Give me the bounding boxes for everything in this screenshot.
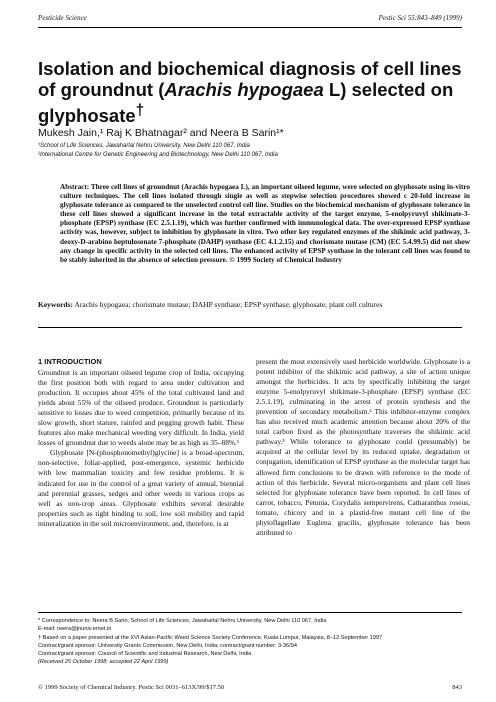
- footnote-rule: [38, 612, 462, 613]
- journal-name: Pesticide Science: [38, 14, 87, 22]
- title-species: Arachis hypogaea: [164, 79, 324, 100]
- title-footnote-mark: †: [135, 102, 145, 119]
- header-rule: [38, 27, 462, 28]
- affiliation-1: ¹School of Life Sciences, Jawaharlal Nehru University, New Delhi 110 067, India: [38, 143, 250, 149]
- abstract: Abstract: Three cell lines of groundnut (Arachis hypogaea L), an important oilseed legume, were selected on glyphosate using in-vitro culture techniques. The cell lines isolated through single as well as stepwise selection procedures showed c 20-fold increase in glyphosate tolerance as compared to the unselected control cell line. Studies on the biochemical mechanism of glyphosate tolerance in these cell lines showed a significant increase in the total extractable activity of the target enzyme, 5-enolpyruvyl shikimate-3-phosphate (EPSP) synthase (EC 2.5.1.19), which was further confirmed with immunological data. The over-expressed EPSP synthase activity was, however, subject to inhibition by glyphosate in vitro. Two other key regulated enzymes of the shikimic acid pathway, 3-deoxy-D-arabino heptulosonate 7-phosphate (DAHP) synthase (EC 4.1.2.15) and chorismate mutase (CM) (EC 5.4.99.5) did not show any change in specific activity in the selected cell lines. The enhanced activity of EPSP synthase in the tolerant cell lines was found to be stably inherited in the absence of selection pressure. © 1999 Society of Chemical Industry: [60, 183, 470, 264]
- page-footer: [38, 684, 462, 694]
- copyright-line: © 1999 Society of Chemical Industry. Pestic Sci 0031–613X/99/$17.50: [38, 684, 225, 691]
- page-number: 843: [452, 684, 462, 691]
- footnote-grant-2: Contract/grant sponsor: Council of Scientific and Industrial Research, New Delhi, India: [38, 651, 252, 658]
- article-title: [38, 58, 468, 126]
- footnote-grant-1: Contract/grant sponsor: University Grants Commission, New Delhi, India; contract/grant number: 3-36/94: [38, 642, 297, 649]
- keywords-text: Arachis hypogaea; chorismate mutase; DAHP synthase; EPSP synthase; glyphosate; plant cell cultures: [74, 300, 383, 309]
- footnote-conference: † Based on a paper presented at the XVI Asian-Pacific Weed Science Society Conference, Kuala Lumpur, Malaysia, 8–12 September 1997: [38, 634, 383, 641]
- paragraph: Glyphosate [N-(phosphonomethyl)glycine] is a broad-spectrum, non-selective, foliar-applied, post-emergence, systemic herbicide with low mammalian toxicity and few residue problems. It is indicated for use in the control of a great variety of annual, biennial and perennial grasses, sedges and other weeds in various crops as well as non-crop areas. Glyphosate exhibits several desirable properties such as tight binding to soil, low soil mobility and rapid mineralization in the soil microenvironment, and, therefore, is at: [38, 448, 244, 528]
- footnote-dates: (Received 25 October 1998; accepted 22 April 1999): [38, 659, 169, 666]
- title-text-2: L) selected on glyphosate: [38, 79, 454, 127]
- keywords-rule: [38, 327, 462, 328]
- title-text-1: Isolation and biochemical diagnosis of cell lines of groundnut (: [38, 58, 462, 100]
- footnote-email: E-mail: neera@jnuniv.ernet.in: [38, 626, 112, 633]
- affiliation-2: ²International Centre for Genetic Engineering and Biotechnology, New Delhi 110 067, India: [38, 152, 278, 158]
- paragraph: present the most extensively used herbicide worldwide. Glyphosate is a potent inhibitor of the shikimic acid pathway, a site of action unique amongst the herbicides. It acts by specifically inhibiting the target enzyme 5-enolpyruvyl shikimate-3-phosphate (EPSP) synthase (EC 2.5.1.19), culminating in the arrest of protein synthesis and the prevention of secondary metabolism.² This inhibitor-enzyme complex has also received much academic attention because about 20% of the total carbon fixed as the photosynthate traverses the shikimic acid pathway.³ While tolerance to glyphosate could (presumably) be acquired at the cellular level by its reduced uptake, degradation or conjugation, identification of EPSP synthase as the molecular target has allowed firm conclusions to be drawn with reference to the mode of action of this herbicide. Several micro-organisms and plant cell lines selected for glyphosate tolerance have been reported. In cell lines of carrot, tobacco, Petunia, Corydalis sempervirens, Catharanthus roseus, tomato, chicory and in a plastid-free mutant cell line of the phytoflagellate Euglena gracilis, glyphosate tolerance has been attributed to: [256, 357, 470, 537]
- paragraph: Groundnut is an important oilseed legume crop of India, occupying the first position both with regard to area under cultivation and production. It occupies about 45% of the total cultivated land and yields about 55% of the oilseed produce. Groundnut is particularly sensitive to losses due to weed competition, primarily because of its slow growth, short stature, rainfed and pegging growth habit. These features also make mechanical weeding very difficult. In India, yield losses of groundnut due to weeds alone may be as high as 35–88%.¹: [38, 368, 244, 448]
- section-heading: 1 INTRODUCTION: [38, 357, 102, 366]
- footnote-correspondence: * Correspondence to: Neera B Sarin, School of Life Sciences, Jawaharlal Nehru University, New Delhi 110 067, India: [38, 618, 327, 624]
- authors: Mukesh Jain,¹ Raj K Bhatnagar² and Neera B Sarin¹*: [38, 127, 284, 139]
- keywords-label: Keywords:: [38, 300, 73, 309]
- journal-citation: Pestic Sci 55:843–849 (1999): [378, 14, 462, 22]
- running-header: [38, 14, 462, 26]
- keywords: [38, 300, 470, 310]
- body-column-right: [256, 357, 470, 538]
- body-column-left: [38, 368, 244, 529]
- footnotes: [38, 617, 478, 667]
